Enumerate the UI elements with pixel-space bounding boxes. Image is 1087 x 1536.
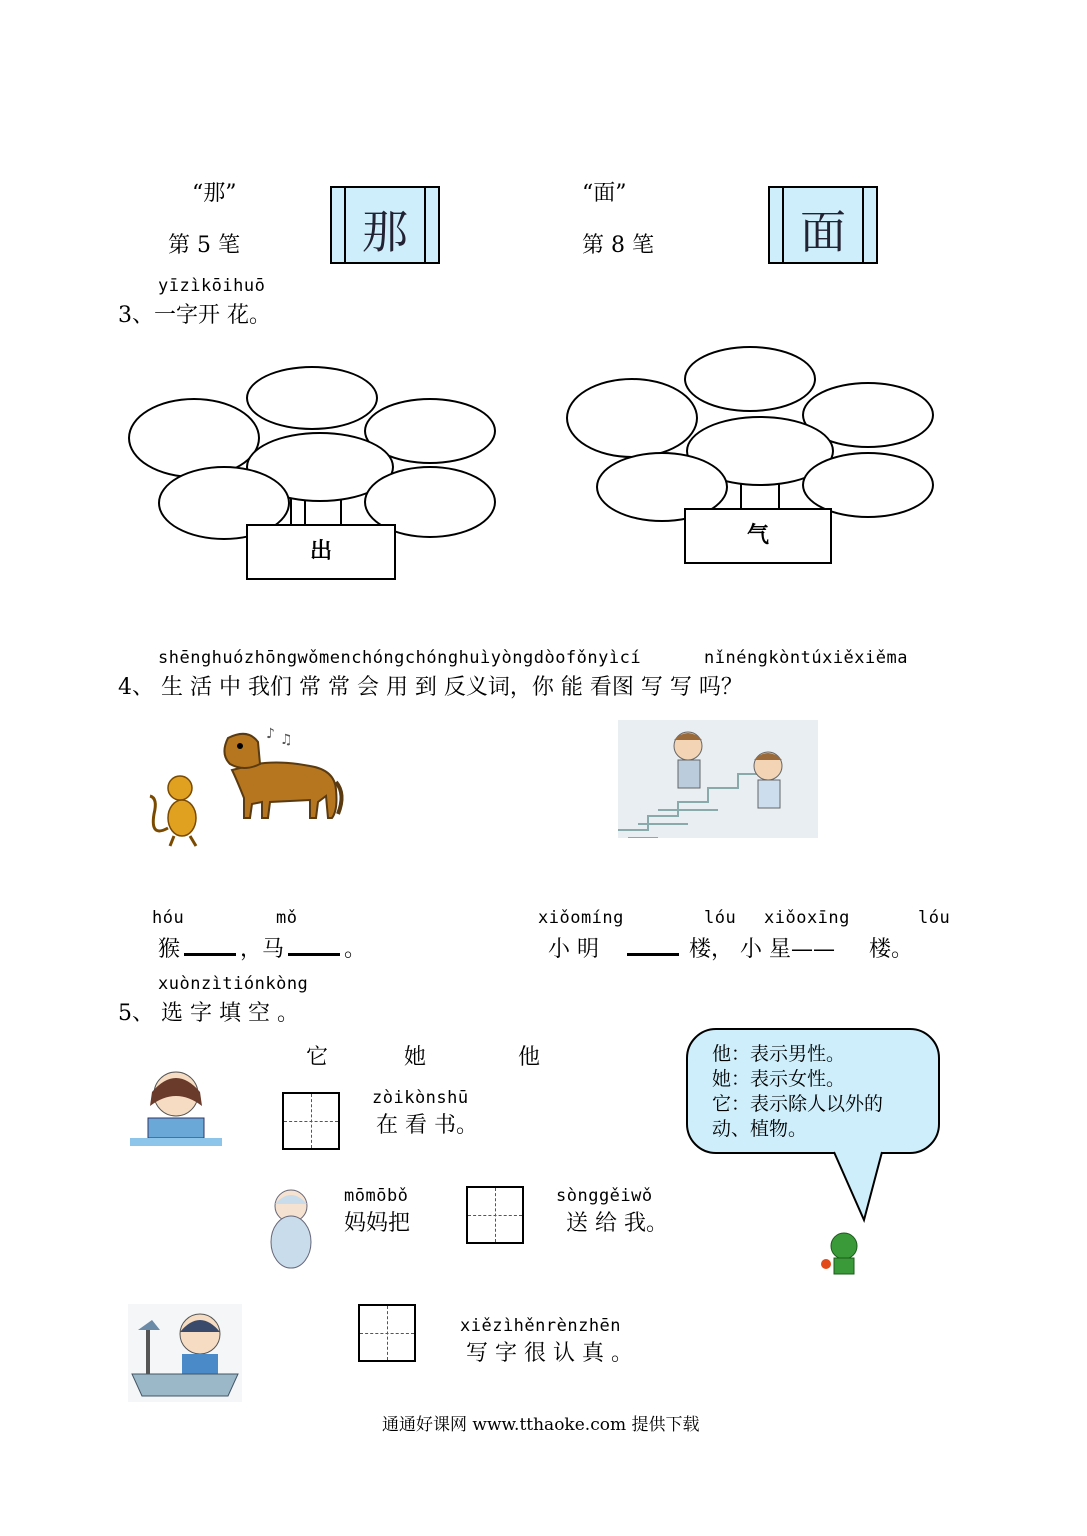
svg-text:♫: ♫ bbox=[280, 732, 293, 748]
word-xiaoxing: 楼， 小 星—— bbox=[689, 937, 835, 962]
petal[interactable] bbox=[566, 378, 698, 458]
q5-title: 5、 选 字 填 空 。 bbox=[118, 1001, 299, 1026]
quoted-char-na: “那” bbox=[192, 181, 237, 206]
word-monkey: 猴 bbox=[158, 937, 181, 962]
word-horse: ，马 bbox=[240, 937, 285, 962]
q5-pinyin: xuònzìtiónkòng bbox=[158, 974, 309, 994]
q5-s1-text: 在 看 书。 bbox=[376, 1113, 478, 1138]
q4-pinyin-b: nǐnéngkòntúxiěxiěma bbox=[704, 648, 908, 668]
flower-center-char: 出 bbox=[246, 524, 396, 580]
q3-pinyin: yīzìkōihuō bbox=[158, 276, 266, 296]
q3-title: 3、一字开 花。 bbox=[118, 303, 271, 328]
word-xiaoming: 小 明 bbox=[548, 937, 599, 962]
q4-left-sentence bbox=[158, 932, 366, 963]
girl-reading-illustration bbox=[130, 1066, 222, 1146]
hint-line: 她：表示女性。 bbox=[712, 1068, 846, 1090]
period: 。 bbox=[344, 937, 367, 962]
q5-s3-pinyin: xiězìhěnrènzhēn bbox=[460, 1316, 622, 1336]
doll-illustration bbox=[262, 1186, 320, 1272]
option-ta-she[interactable]: 她 bbox=[404, 1045, 427, 1070]
char-mian: 面 bbox=[800, 205, 846, 259]
q4-pinyin-a: shēnghuózhōngwǒmenchóngchónghuìyòngdòofǒnyìcí bbox=[158, 648, 642, 668]
bubble-tail bbox=[830, 1150, 900, 1226]
svg-text:♪: ♪ bbox=[266, 726, 275, 742]
q4-right-pinyin-1: xiǒomíng bbox=[538, 908, 624, 928]
hint-line: 他：表示男性。 bbox=[712, 1043, 846, 1065]
char-box-na bbox=[330, 186, 440, 264]
q4-right-sentence bbox=[548, 932, 913, 963]
hint-line: 它：表示除人以外的 bbox=[712, 1093, 884, 1115]
q5-s3-text: 写 字 很 认 真 。 bbox=[466, 1341, 633, 1366]
answer-blank[interactable] bbox=[627, 953, 679, 956]
q5-s2-pinyin-a: mōmōbǒ bbox=[344, 1186, 409, 1206]
char-box-mian bbox=[768, 186, 878, 264]
petal[interactable] bbox=[128, 398, 260, 478]
word-lou: 楼。 bbox=[869, 937, 914, 962]
stroke-label-mian: 第 8 笔 bbox=[582, 233, 654, 258]
answer-blank[interactable] bbox=[288, 953, 340, 956]
quoted-char-mian: “面” bbox=[582, 181, 627, 206]
answer-grid-box[interactable] bbox=[466, 1186, 524, 1244]
q4-right-pinyin-2: lóu bbox=[704, 908, 737, 928]
boy-going-down-icon bbox=[754, 752, 782, 808]
q5-s2-pinyin-b: sònggěiwǒ bbox=[556, 1186, 653, 1206]
petal[interactable] bbox=[246, 366, 378, 430]
monkey-icon bbox=[150, 776, 196, 846]
option-ta-he[interactable]: 他 bbox=[518, 1045, 541, 1070]
stroke-label-na: 第 5 笔 bbox=[168, 233, 240, 258]
q4-left-pinyin-1: hóu bbox=[152, 908, 185, 928]
q5-s2-text-a: 妈妈把 bbox=[344, 1211, 411, 1236]
q5-s2-text-b: 送 给 我。 bbox=[566, 1211, 668, 1236]
horse-icon bbox=[224, 726, 341, 818]
q4-right-pinyin-3: xiǒoxīng bbox=[764, 908, 850, 928]
option-ta-it[interactable]: 它 bbox=[306, 1045, 329, 1070]
boy-writing-illustration bbox=[128, 1304, 242, 1402]
footer-source: 通通好课网 www.tthaoke.com 提供下载 bbox=[382, 1415, 700, 1435]
q4-left-pinyin-2: mǒ bbox=[276, 908, 298, 928]
monkey-horse-illustration bbox=[140, 718, 350, 858]
boy-going-up-icon bbox=[674, 732, 702, 788]
hint-line: 动、植物。 bbox=[712, 1118, 808, 1140]
petal[interactable] bbox=[684, 346, 816, 412]
answer-grid-box[interactable] bbox=[358, 1304, 416, 1362]
answer-blank[interactable] bbox=[184, 953, 236, 956]
char-na: 那 bbox=[362, 205, 408, 259]
stairs-kids-illustration bbox=[618, 720, 818, 838]
q4-title: 4、 生 活 中 我们 常 常 会 用 到 反义词，你 能 看图 写 写 吗？ bbox=[118, 675, 743, 700]
q4-right-pinyin-4: lóu bbox=[918, 908, 951, 928]
answer-grid-box[interactable] bbox=[282, 1092, 340, 1150]
flower-center-char: 气 bbox=[684, 508, 832, 564]
q5-s1-pinyin: zòikònshū bbox=[372, 1088, 469, 1108]
hint-bubble bbox=[686, 1028, 940, 1154]
green-character-icon bbox=[820, 1230, 864, 1278]
